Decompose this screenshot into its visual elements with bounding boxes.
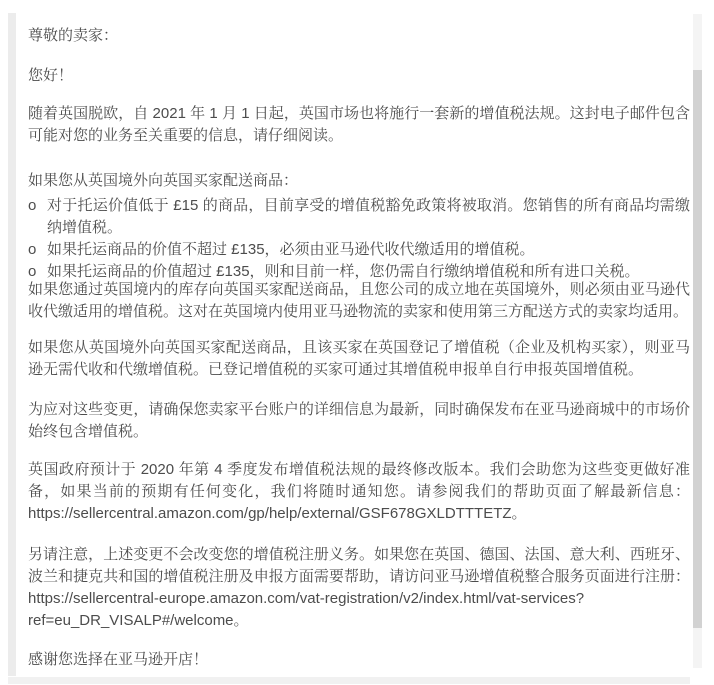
help-url: https://sellercentral.amazon.com/gp/help/external/GSF678GXLDTTTETZ [28,505,512,522]
greeting: 您好！ [28,67,74,84]
help-url-suffix: 。 [511,505,527,522]
bottom-divider [8,677,690,684]
help-paragraph-text: 英国政府预计于 2020 年第 4 季度发布增值税法规的最终修改版本。我们会助您为这些变更做好准备，如果当前的预期有任何变化，我们将随时通知您。请参阅我们的帮助页面了解最新信息： [28,461,690,500]
bullet-marker: o [28,197,37,214]
b2b-paragraph: 如果您从英国境外向英国买家配送商品，且该买家在英国登记了增值税（企业及机构买家），则亚马逊无需代收和代缴增值税。已登记增值税的买家可通过其增值税申报单自行申报英国增值税。 [28,339,690,378]
help-block [28,459,690,525]
fulfillment-paragraph: 如果您通过英国境内的库存向英国买家配送商品，且您公司的成立地在英国境外，则必须由亚马逊代收代缴适用的增值税。这对在英国境内使用亚马逊物流的卖家和使用第三方配送方式的卖家均适用。 [28,281,690,320]
uk-shipping-list [28,195,690,283]
salutation: 尊敬的卖家： [28,27,119,44]
intro-paragraph: 随着英国脱欧，自 2021 年 1 月 1 日起，英国市场也将施行一套新的增值税法规。这封电子邮件包含可能对您的业务至关重要的信息，请仔细阅读。 [28,105,690,144]
vat-registration-url-suffix: 。 [233,612,249,629]
bullet-marker: o [28,241,37,258]
closing: 感谢您选择在亚马逊开店！ [28,651,209,668]
scrollbar-thumb[interactable] [693,70,702,628]
list-item-text: 如果托运商品的价值不超过 £135，必须由亚马逊代收代缴适用的增值税。 [47,241,535,258]
intro-block [28,103,690,147]
bullet-marker: o [28,263,37,280]
greeting-block [28,65,690,87]
list-item [28,195,690,239]
uk-shipping-rules-block [28,170,690,283]
list-item-text: 对于托运价值低于 £15 的商品，目前享受的增值税豁免政策将被取消。您销售的所有商品均需缴纳增值税。 [47,197,690,236]
b2b-block [28,337,690,381]
uk-shipping-list-intro: 如果您从英国境外向英国买家配送商品： [28,172,299,189]
fulfillment-block [28,279,690,323]
salutation-block [28,25,690,47]
vat-registration-text: 另请注意，上述变更不会改变您的增值税注册义务。如果您在英国、德国、法国、意大利、西班牙、波兰和捷克共和国的增值税注册及申报方面需要帮助，请访问亚马逊增值税整合服务页面进行注册： [28,546,690,585]
closing-block [28,649,690,671]
account-update-block [28,399,690,443]
vat-registration-paragraph [28,544,690,632]
scrollbar[interactable] [693,14,702,668]
help-paragraph [28,459,690,525]
account-update-paragraph: 为应对这些变更，请确保您卖家平台账户的详细信息为最新，同时确保发布在亚马逊商城中的市场价始终包含增值税。 [28,401,690,440]
list-item-text: 如果托运商品的价值超过 £135，则和目前一样，您仍需自行缴纳增值税和所有进口关税。 [47,263,640,280]
vat-registration-url: https://sellercentral-europe.amazon.com/vat-registration/v2/index.html/vat-services?ref=eu_DR_VISALP#/welcome [28,590,585,629]
left-quote-bar [8,13,16,676]
list-item [28,239,690,261]
vat-registration-block [28,544,690,632]
